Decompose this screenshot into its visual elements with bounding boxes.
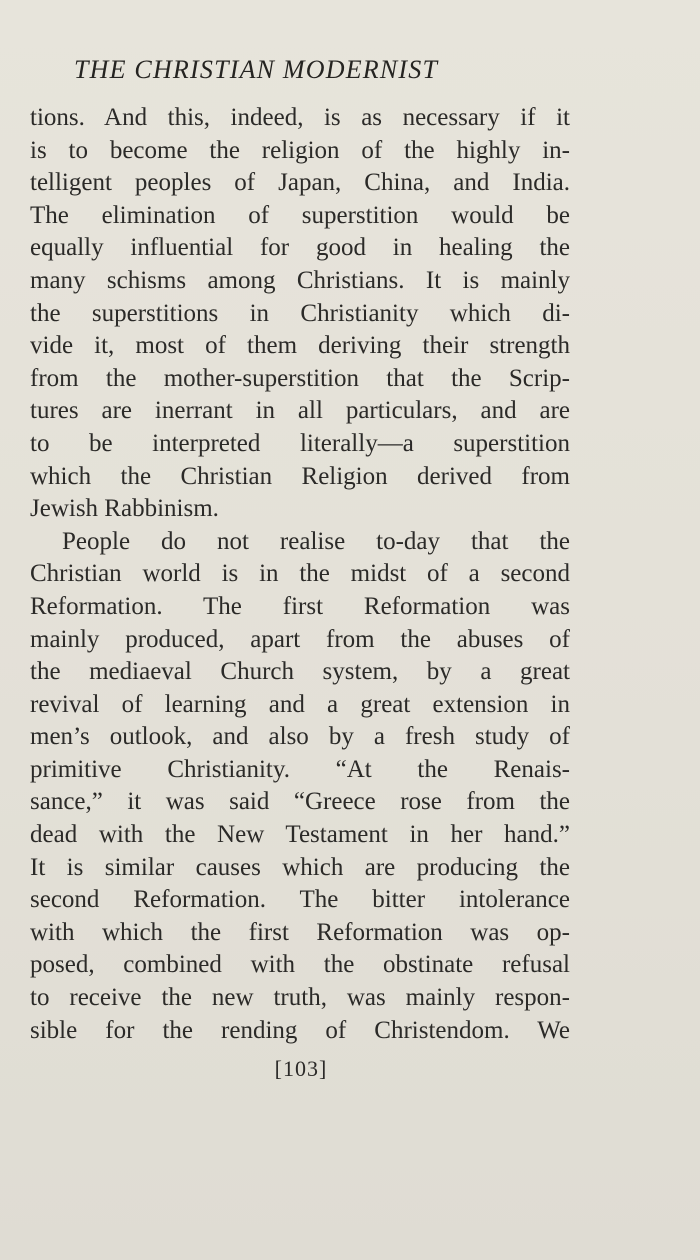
text-line: second Reformation. The bitter intolerance — [30, 886, 570, 914]
text-line: to be interpreted literally—a superstition — [30, 429, 570, 457]
text-line: to receive the new truth, was mainly respon- — [30, 984, 570, 1012]
text-line: tions. And this, indeed, is as necessary if it — [30, 104, 570, 131]
text-line: the mediaeval Church system, by a great — [30, 658, 570, 686]
text-line: dead with the New Testament in her hand.” — [30, 821, 570, 849]
text-line: the superstitions in Christianity which di- — [30, 299, 570, 327]
text-line: telligent peoples of Japan, China, and India. — [30, 169, 570, 197]
text-line: Christian world is in the midst of a second — [30, 560, 570, 588]
paragraph-start-line: People do not realise to-day that the — [62, 527, 570, 555]
text-line: The elimination of superstition would be — [30, 201, 570, 229]
text-line: Reformation. The first Reformation was — [30, 592, 570, 620]
text-line: mainly produced, apart from the abuses of — [30, 625, 570, 653]
text-line: men’s outlook, and also by a fresh study of — [30, 723, 570, 751]
text-line: tures are inerrant in all particulars, and are — [30, 397, 570, 425]
text-line: with which the first Reformation was op- — [30, 918, 570, 946]
text-line: sance,” it was said “Greece rose from the — [30, 788, 570, 816]
paragraph-end-line: Jewish Rabbinism. — [30, 495, 219, 523]
text-line: many schisms among Christians. It is mainly — [30, 266, 570, 294]
running-head: THE CHRISTIAN MODERNIST — [74, 55, 439, 84]
text-line: from the mother-superstition that the Scrip- — [30, 364, 570, 392]
body-text — [30, 102, 570, 1047]
text-line: posed, combined with the obstinate refusal — [30, 951, 570, 979]
text-line: It is similar causes which are producing the — [30, 853, 570, 881]
text-line: vide it, most of them deriving their strength — [30, 332, 570, 360]
text-line: primitive Christianity. “At the Renais- — [30, 755, 570, 783]
text-line: equally influential for good in healing the — [30, 234, 570, 262]
text-line: which the Christian Religion derived from — [30, 462, 570, 490]
text-line: is to become the religion of the highly in- — [30, 136, 570, 164]
text-line: sible for the rending of Christendom. We — [30, 1016, 570, 1044]
page-number: [103] — [274, 1056, 328, 1081]
text-line: revival of learning and a great extension in — [30, 690, 570, 718]
